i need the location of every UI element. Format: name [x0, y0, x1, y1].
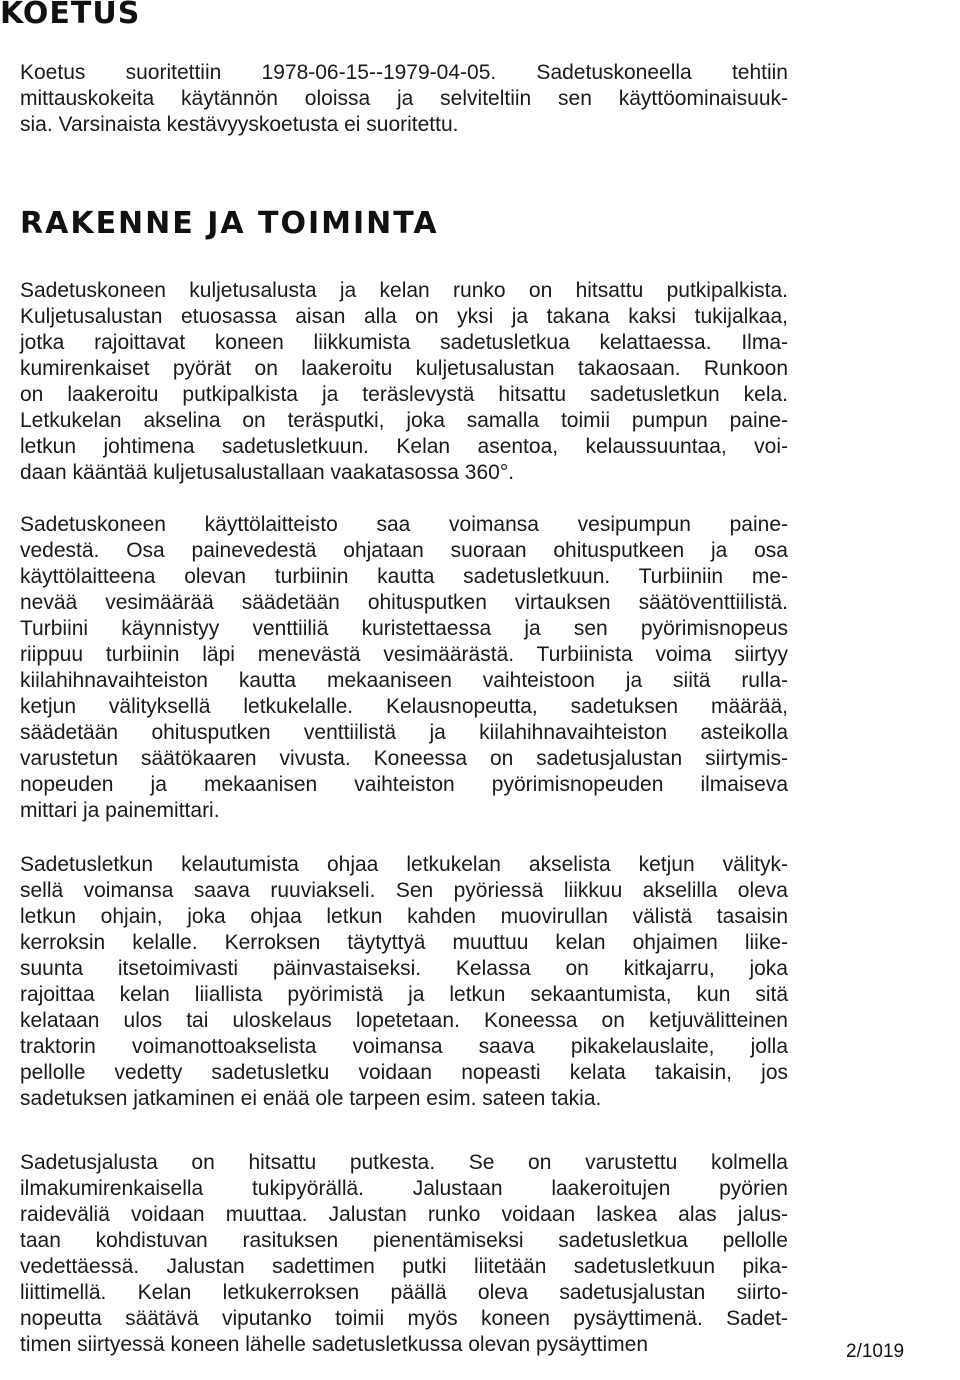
text-line: varustetun säätökaaren vivusta. Koneessa on sadetusjalustan siirtymis- [20, 747, 788, 770]
text-line: kiilahihnavaihteiston kautta mekaaniseen vaihteistoon ja siitä rulla- [20, 669, 788, 692]
text-line: käyttölaitteena olevan turbiinin kautta sadetusletkuun. Turbiiniin me- [20, 565, 788, 588]
text-line: letkun johtimena sadetusletkuun. Kelan asentoa, kelaussuuntaa, voi- [20, 435, 788, 458]
text-line: pellolle vedetty sadetusletku voidaan nopeasti kelata takaisin, jos [20, 1061, 788, 1084]
text-line: nopeuden ja mekaanisen vaihteiston pyörimisnopeuden ilmaiseva [20, 773, 788, 796]
text-line: ketjun välityksellä letkukelalle. Kelausnopeutta, sadetuksen määrää, [20, 695, 788, 718]
text-line: traktorin voimanottoakselista voimansa saava pikakelauslaite, jolla [20, 1035, 788, 1058]
text-line: mittauskokeita käytännön oloissa ja selviteltiin sen käyttöominaisuuk- [20, 87, 788, 110]
text-line: rajoittaa kelan liiallista pyörimistä ja letkun sekaantumista, kun sitä [20, 983, 788, 1006]
paragraph-rakenne [20, 278, 788, 486]
paragraph-kayttolaitteisto [20, 512, 788, 824]
paragraph-koetus [20, 60, 788, 138]
text-line: Letkukelan akselina on teräsputki, joka samalla toimii pumpun paine- [20, 409, 788, 432]
text-line: Koetus suoritettiin 1978-06-15--1979-04-05. Sadetuskoneella tehtiin [20, 61, 788, 84]
text-line: daan kääntää kuljetusalustallaan vaakatasossa 360°. [20, 461, 515, 484]
text-line: taan kohdistuvan rasituksen pienentämiseksi sadetusletkua pellolle [20, 1229, 788, 1252]
text-line: nevää vesimäärää säädetään ohitusputken virtauksen säätöventtiilistä. [20, 591, 788, 614]
text-line: sadetuksen jatkaminen ei enää ole tarpeen esim. sateen takia. [20, 1087, 602, 1110]
section-heading-rakenne-ja-toiminta: RAKENNE JA TOIMINTA [20, 206, 439, 241]
text-line: Sadetusletkun kelautumista ohjaa letkukelan akselista ketjun välityk- [20, 853, 788, 876]
text-line: kumirenkaiset pyörät on laakeroitu kuljetusalustan takaosaan. Runkoon [20, 357, 788, 380]
text-line: ilmakumirenkaisella tukipyörällä. Jalustaan laakeroitujen pyörien [20, 1177, 788, 1200]
text-line: kerroksin kelalle. Kerroksen täytyttyä muuttuu kelan ohjaimen liike- [20, 931, 788, 954]
text-line: sia. Varsinaista kestävyyskoetusta ei suoritettu. [20, 113, 459, 136]
text-line: riippuu turbiinin läpi menevästä vesimäärästä. Turbiinista voima siirtyy [20, 643, 788, 666]
text-line: letkun ohjain, joka ohjaa letkun kahden muovirullan välistä tasaisin [20, 905, 788, 928]
text-line: nopeutta säätävä viputanko toimii myös koneen pysäyttimenä. Sadet- [20, 1307, 788, 1330]
paragraph-sadetusjalusta [20, 1150, 788, 1358]
text-line: Sadetusjalusta on hitsattu putkesta. Se on varustettu kolmella [20, 1151, 788, 1174]
paragraph-kelautuminen [20, 852, 788, 1112]
text-line: vedettäessä. Jalustan sadettimen putki liitetään sadetusletkuun pika- [20, 1255, 788, 1278]
text-line: säädetään ohitusputken venttiilistä ja kiilahihnavaihteiston asteikolla [20, 721, 788, 744]
text-line: sellä voimansa saava ruuviakseli. Sen pyöriessä liikkuu akselilla oleva [20, 879, 788, 902]
text-line: mittari ja painemittari. [20, 799, 220, 822]
page-number: 2/1019 [846, 1341, 905, 1362]
text-line: kelataan ulos tai uloskelaus lopetetaan. Koneessa on ketjuvälitteinen [20, 1009, 788, 1032]
text-line: Turbiini käynnistyy venttiiliä kuristettaessa ja sen pyörimisnopeus [20, 617, 788, 640]
text-line: raideväliä voidaan muuttaa. Jalustan runko voidaan laskea alas jalus- [20, 1203, 788, 1226]
text-line: suunta itsetoimivasti päinvastaiseksi. Kelassa on kitkajarru, joka [20, 957, 788, 980]
text-line: jotka rajoittavat koneen liikkumista sadetusletkua kelattaessa. Ilma- [20, 331, 788, 354]
text-line: Sadetuskoneen käyttölaitteisto saa voimansa vesipumpun paine- [20, 513, 788, 536]
text-line: Sadetuskoneen kuljetusalusta ja kelan runko on hitsattu putkipalkista. [20, 279, 788, 302]
text-line: timen siirtyessä koneen lähelle sadetusletkussa olevan pysäyttimen [20, 1333, 649, 1356]
text-line: vedestä. Osa painevedestä ohjataan suoraan ohitusputkeen ja osa [20, 539, 788, 562]
section-heading-koetus: KOETUS [0, 0, 141, 31]
text-line: on laakeroitu putkipalkista ja teräslevystä hitsattu sadetusletkun kela. [20, 383, 788, 406]
text-line: liittimellä. Kelan letkukerroksen päällä oleva sadetusjalustan siirto- [20, 1281, 788, 1304]
text-line: Kuljetusalustan etuosassa aisan alla on yksi ja takana kaksi tukijalkaa, [20, 305, 788, 328]
